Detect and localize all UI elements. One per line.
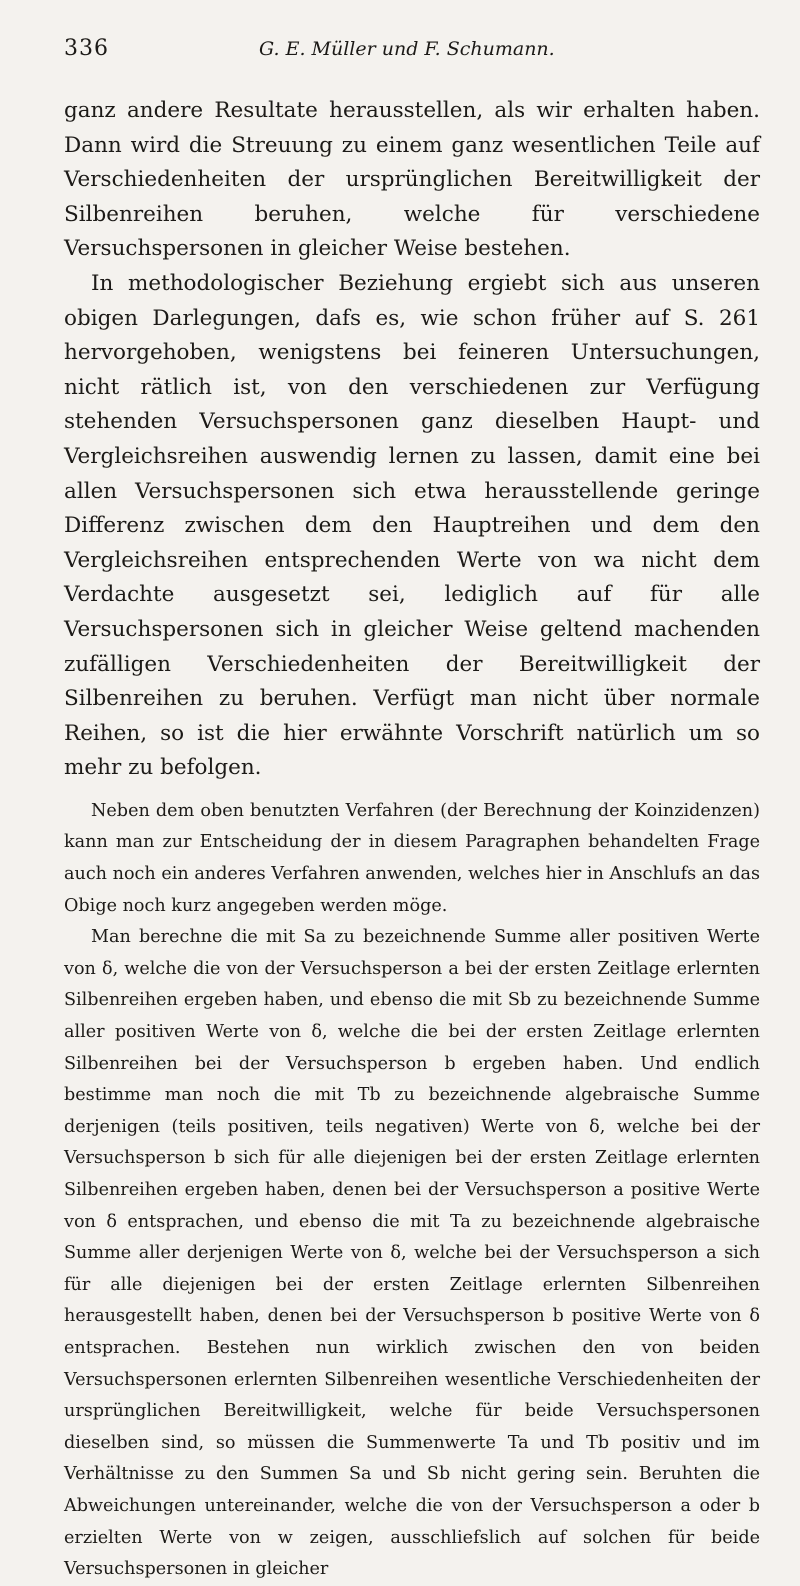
page-number: 336 bbox=[64, 36, 109, 61]
running-head: G. E. Müller und F. Schumann. bbox=[259, 38, 555, 60]
paragraph-alternative-method: Neben dem oben benutzten Verfahren (der Berechnung der Koinzidenzen) kann man zur Entscheidung der in diesem Paragraphen behandelten Frage auch noch ein anderes Verfahren anwenden, welches hier in Anschlufs an das Obige noch kurz angegeben werden möge. bbox=[64, 800, 760, 916]
paragraph-summation-method: Man berechne die mit Sa zu bezeichnende Summe aller positiven Werte von δ, welche die von der Versuchsperson a bei der ersten Zeitlage erlernten Silbenreihen ergeben haben, und ebenso die mit Sb zu bezeichnende Summe aller positiven Werte von δ, welche die bei der ersten Zeitlage erlernten Silbenreihen bei der Versuchsperson b ergeben haben. Und endlich bestimme man noch die mit Tb zu bezeichnende algebraische Summe derjenigen (teils positiven, teils negativen) Werte von δ, welche bei der Versuchsperson b sich für alle diejenigen bei der ersten Zeitlage erlernten Silbenreihen ergeben haben, denen bei der Versuchsperson a positive Werte von δ entsprachen, und ebenso die mit Ta zu bezeichnende algebraische Summe aller derjenigen Werte von δ, welche bei der Versuchsperson a sich für alle diejenigen bei der ersten Zeitlage erlernten Silbenreihen herausgestellt haben, denen bei der Versuchsperson b positive Werte von δ entsprachen. Bestehen nun wirklich zwischen den von beiden Versuchspersonen erlernten Silbenreihen wesentliche Verschiedenheiten der ursprünglichen Bereitwilligkeit, welche für beide Versuchspersonen dieselben sind, so müssen die Summenwerte Ta und Tb positiv und im Verhältnisse zu den Summen Sa und Sb nicht gering sein. Beruhten die Abweichungen untereinander, welche die von der Versuchsperson a oder b erzielten Werte von w zeigen, ausschliefslich auf solchen für beide Versuchspersonen in gleicher bbox=[64, 927, 760, 1580]
page-header bbox=[64, 36, 740, 66]
spacer bbox=[64, 786, 760, 796]
paragraph-methodology: In methodologischer Beziehung ergiebt sich aus unseren obigen Darlegungen, dafs es, wie schon früher auf S. 261 hervorgehoben, wenigstens bei feineren Untersuchungen, nicht rätlich ist, von den verschiedenen zur Verfügung stehenden Versuchspersonen ganz dieselben Haupt- und Vergleichsreihen auswendig lernen zu lassen, damit eine bei allen Versuchspersonen sich etwa herausstellende geringe Differenz zwischen dem den Hauptreihen und dem den Vergleichsreihen entsprechenden Werte von wa nicht dem Verdachte ausgesetzt sei, lediglich auf für alle Versuchspersonen sich in gleicher Weise geltend machenden zufälligen Verschiedenheiten der Bereitwilligkeit der Silbenreihen zu beruhen. Verfügt man nicht über normale Reihen, so ist die hier erwähnte Vorschrift natürlich um so mehr zu befolgen. bbox=[64, 270, 760, 781]
paragraph-continuation: ganz andere Resultate herausstellen, als wir erhalten haben. Dann wird die Streuung zu einem ganz wesentlichen Teile auf Verschiedenheiten der ursprünglichen Bereitwilligkeit der Silbenreihen beruhen, welche für verschiedene Versuchspersonen in gleicher Weise bestehen. bbox=[64, 98, 760, 262]
